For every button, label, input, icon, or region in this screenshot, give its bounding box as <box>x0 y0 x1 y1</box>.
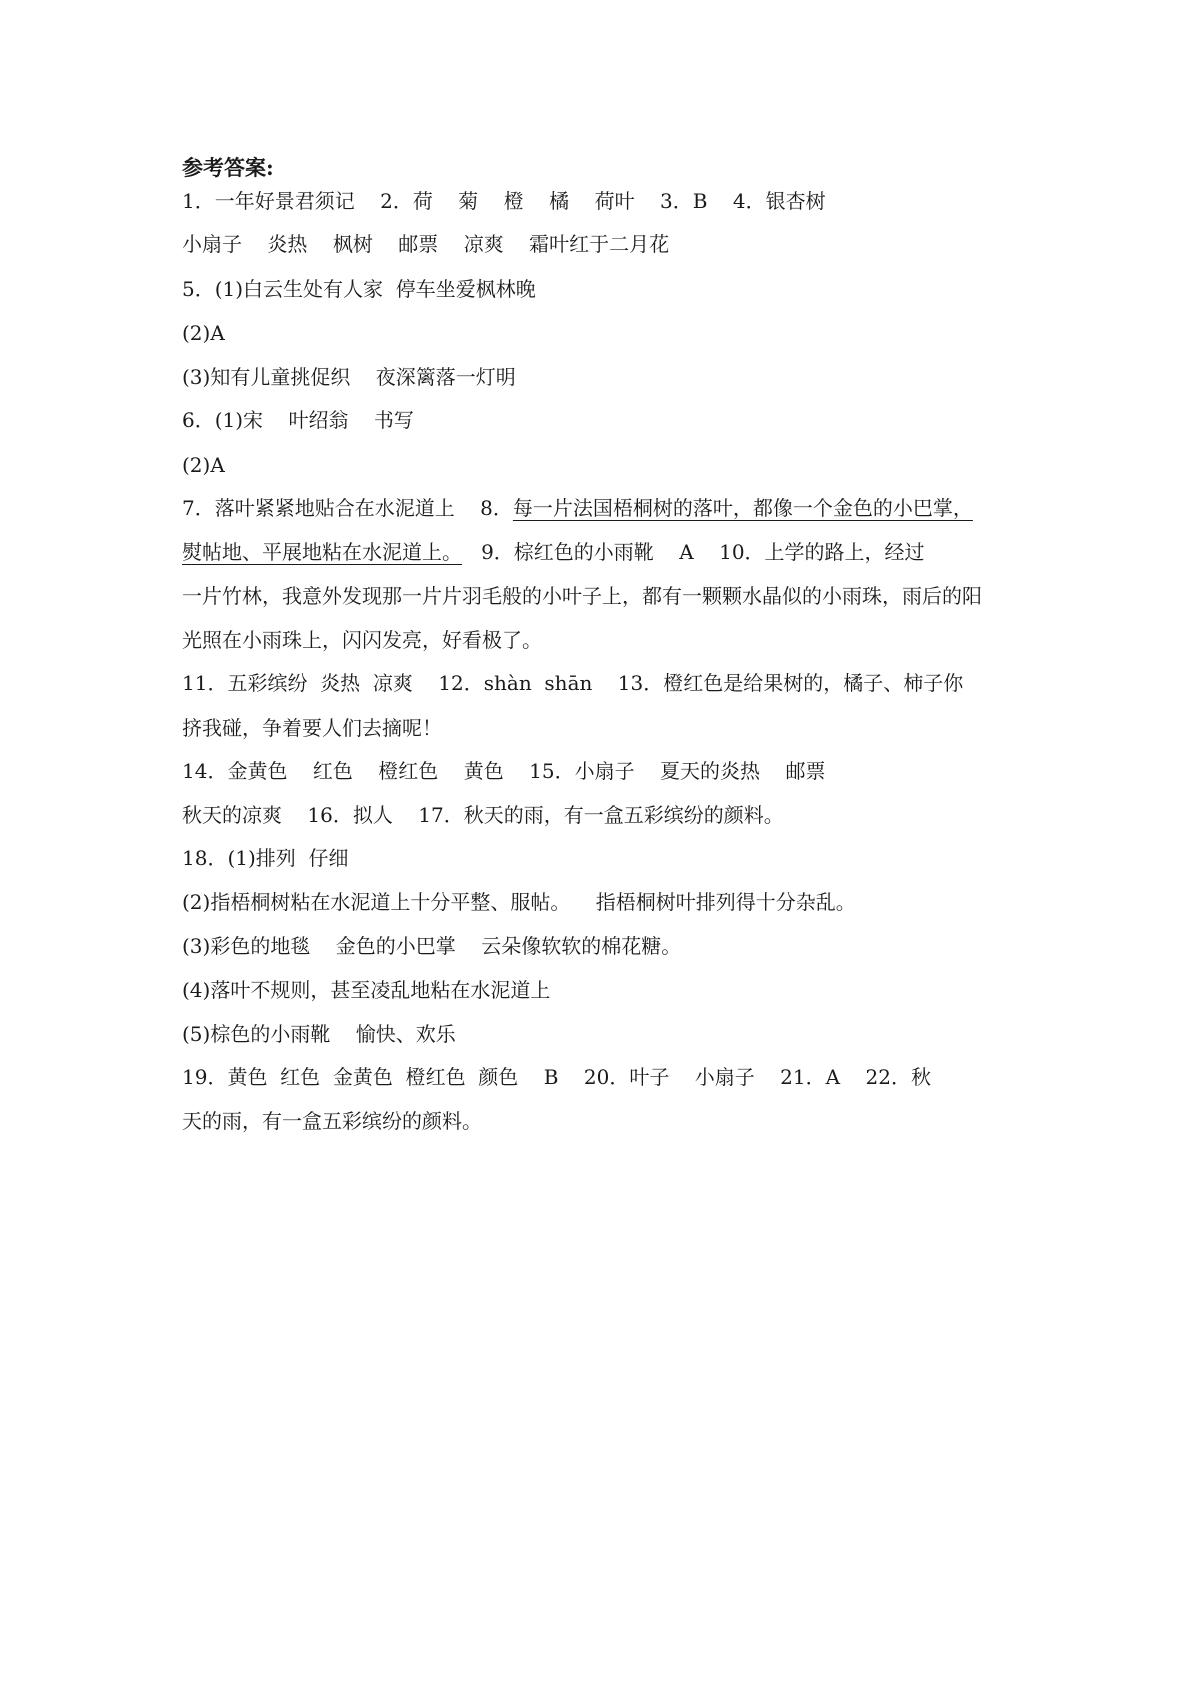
answer-line-6: 6．(1)宋 叶绍翁 书写 <box>182 408 414 432</box>
answer-line-17: (2)指梧桐树粘在水泥道上十分平整、服帖。 指梧桐树叶排列得十分杂乱。 <box>182 890 856 914</box>
answer-line-14: 14．金黄色 红色 橙红色 黄色 15．小扇子 夏天的炎热 邮票 <box>182 759 826 783</box>
answer-line-20: (5)棕色的小雨靴 愉快、欢乐 <box>182 1022 456 1046</box>
answer-line-18: (3)彩色的地毯 金色的小巴掌 云朵像软软的棉花糖。 <box>182 934 682 958</box>
answer-line-9 <box>182 537 1022 567</box>
answer-line-21: 19．黄色 红色 金黄色 橙红色 颜色 B 20．叶子 小扇子 21．A 22．秋 <box>182 1065 931 1089</box>
answer-line-9-rest: 9．棕红色的小雨靴 A 10．上学的路上，经过 <box>462 540 925 564</box>
underlined-answer-8-part1: 每一片法国梧桐树的落叶，都像一个金色的小巴掌， <box>512 496 973 520</box>
answer-line-4: (2)A <box>182 321 225 345</box>
answer-line-11: 光照在小雨珠上，闪闪发亮，好看极了。 <box>182 628 542 652</box>
answer-line-5: (3)知有儿童挑促织 夜深篱落一灯明 <box>182 365 516 389</box>
answer-line-15: 秋天的凉爽 16．拟人 17．秋天的雨，有一盒五彩缤纷的颜料。 <box>182 803 784 827</box>
answer-line-22: 天的雨，有一盒五彩缤纷的颜料。 <box>182 1109 482 1133</box>
answer-line-8 <box>182 493 1022 523</box>
answer-line-19: (4)落叶不规则，甚至凌乱地粘在水泥道上 <box>182 978 551 1002</box>
answer-line-10: 一片竹林，我意外发现那一片片羽毛般的小叶子上，都有一颗颗水晶似的小雨珠，雨后的阳 <box>182 584 982 608</box>
underlined-answer-8-part2: 熨帖地、平展地粘在水泥道上。 <box>182 540 462 564</box>
answer-line-7: (2)A <box>182 453 225 477</box>
answer-line-16: 18．(1)排列 仔细 <box>182 846 349 870</box>
answer-line-13: 挤我碰，争着要人们去摘呢！ <box>182 716 442 740</box>
answer-line-3: 5．(1)白云生处有人家 停车坐爱枫林晚 <box>182 277 536 301</box>
answer-line-12: 11．五彩缤纷 炎热 凉爽 12．shàn shān 13．橙红色是给果树的，橘子、柿子你 <box>182 671 964 695</box>
answer-line-8-start: 7．落叶紧紧地贴合在水泥道上 8． <box>182 496 513 520</box>
answer-key-heading: 参考答案: <box>182 155 274 180</box>
answer-line-1: 1．一年好景君须记 2．荷 菊 橙 橘 荷叶 3．B 4．银杏树 <box>182 189 826 213</box>
answer-line-2: 小扇子 炎热 枫树 邮票 凉爽 霜叶红于二月花 <box>182 232 670 256</box>
